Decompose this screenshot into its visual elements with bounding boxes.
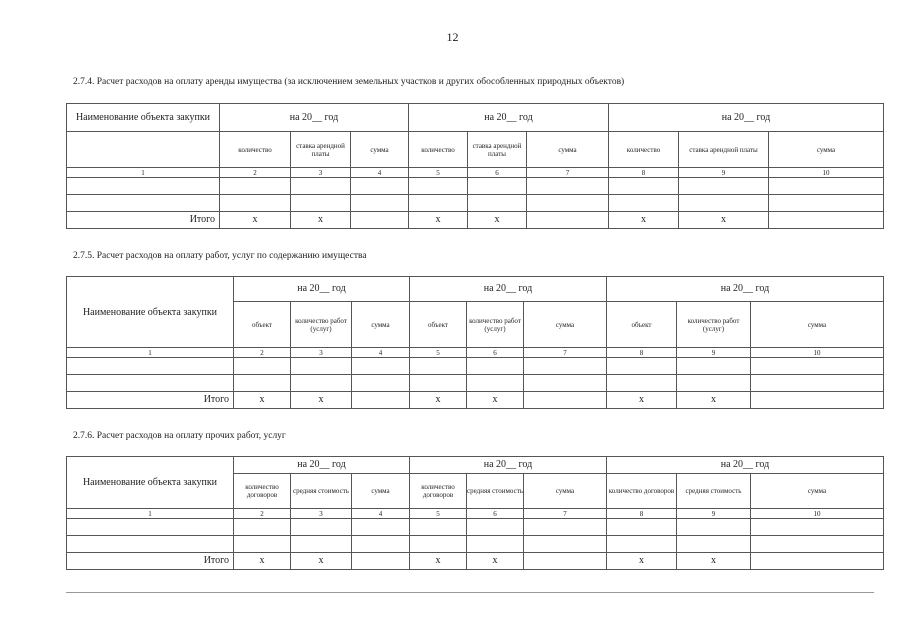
table-row [67,178,884,195]
data-cell [220,178,291,195]
data-cell [751,536,884,553]
subheader-cell: количество договоров [234,474,291,509]
total-label: Итого [67,212,220,229]
data-cell [607,536,677,553]
header-year-2: на 20__ год [410,277,607,302]
data-cell [291,375,352,392]
data-cell [351,178,409,195]
data-cell [291,195,351,212]
data-cell [410,375,467,392]
total-sum-cell [751,553,884,570]
rent-expenses-table [66,103,884,229]
header-purchase-object-name: Наименование объекта закупки [67,457,234,509]
data-cell [351,195,409,212]
total-row [67,392,884,409]
data-cell [609,195,679,212]
subheader-cell: объект [410,302,467,348]
data-cell [751,375,884,392]
not-applicable-mark: х [410,392,467,409]
column-number-cell: 3 [291,168,351,178]
data-cell [220,195,291,212]
data-cell [677,375,751,392]
subheader-cell: средняя стоимость [467,474,524,509]
data-cell [769,178,884,195]
data-cell [291,519,352,536]
table-row [67,358,884,375]
not-applicable-mark: х [467,392,524,409]
data-cell [467,375,524,392]
footer-rule [66,592,874,593]
not-applicable-mark: х [677,553,751,570]
data-cell [527,195,609,212]
data-cell [677,358,751,375]
subheader-cell: ставка арендной платы [291,132,351,168]
subheader-cell: сумма [751,302,884,348]
total-label: Итого [67,392,234,409]
header-year-1: на 20__ год [234,457,410,474]
total-label: Итого [67,553,234,570]
column-number-cell: 8 [609,168,679,178]
data-cell [291,358,352,375]
header-year-3: на 20__ год [607,457,884,474]
column-number-cell: 9 [677,509,751,519]
column-number-cell: 2 [220,168,291,178]
total-sum-cell [351,212,409,229]
data-cell [352,375,410,392]
column-number-cell: 2 [234,348,291,358]
column-number-cell: 9 [677,348,751,358]
column-number-cell: 2 [234,509,291,519]
data-cell [234,358,291,375]
subheader-cell: сумма [352,302,410,348]
data-cell [769,195,884,212]
not-applicable-mark: х [291,392,352,409]
total-sum-cell [527,212,609,229]
header-year-3: на 20__ год [609,104,884,132]
subheader-cell: количество [609,132,679,168]
subheader-cell: количество работ (услуг) [467,302,524,348]
total-sum-cell [352,392,410,409]
data-cell [67,178,220,195]
section-title-2-7-5: 2.7.5. Расчет расходов на оплату работ, услуг по содержанию имущества [73,251,367,261]
column-number-cell: 1 [67,509,234,519]
total-sum-cell [524,392,607,409]
section-title-2-7-6: 2.7.6. Расчет расходов на оплату прочих работ, услуг [73,431,286,441]
data-cell [234,536,291,553]
data-cell [67,519,234,536]
data-cell [467,519,524,536]
column-number-cell: 8 [607,509,677,519]
not-applicable-mark: х [468,212,527,229]
column-number-cell: 5 [410,509,467,519]
table-row [67,536,884,553]
header-year-1: на 20__ год [234,277,410,302]
column-number-cell: 10 [769,168,884,178]
subheader-cell: количество [220,132,291,168]
data-cell [527,178,609,195]
column-number-cell: 6 [468,168,527,178]
data-cell [467,358,524,375]
data-cell [291,178,351,195]
column-number-cell: 4 [351,168,409,178]
table-row [67,519,884,536]
other-services-expenses-table [66,456,884,570]
column-number-cell: 10 [751,509,884,519]
column-number-cell: 5 [410,348,467,358]
column-number-cell: 7 [524,509,607,519]
subheader-cell: средняя стоимость [677,474,751,509]
not-applicable-mark: х [234,392,291,409]
data-cell [607,519,677,536]
column-number-cell: 5 [409,168,468,178]
data-cell [352,536,410,553]
total-sum-cell [769,212,884,229]
table-row [67,375,884,392]
data-cell [234,519,291,536]
data-cell [234,375,291,392]
subheader-cell: количество работ (услуг) [677,302,751,348]
column-number-cell: 7 [527,168,609,178]
not-applicable-mark: х [234,553,291,570]
header-year-2: на 20__ год [410,457,607,474]
data-cell [410,519,467,536]
header-purchase-object-name: Наименование объекта закупки [67,104,220,132]
column-number-cell: 7 [524,348,607,358]
data-cell [524,536,607,553]
total-sum-cell [524,553,607,570]
subheader-cell: сумма [524,302,607,348]
subheader-empty-cell [67,132,220,168]
not-applicable-mark: х [291,553,352,570]
column-number-cell: 3 [291,348,352,358]
not-applicable-mark: х [410,553,467,570]
subheader-cell: количество [409,132,468,168]
header-purchase-object-name: Наименование объекта закупки [67,277,234,348]
data-cell [67,358,234,375]
data-cell [352,358,410,375]
data-cell [291,536,352,553]
column-number-cell: 6 [467,509,524,519]
column-number-cell: 8 [607,348,677,358]
subheader-cell: сумма [751,474,884,509]
data-cell [410,536,467,553]
subheader-cell: количество договоров [607,474,677,509]
data-cell [679,178,769,195]
data-cell [468,195,527,212]
column-number-cell: 1 [67,348,234,358]
data-cell [409,178,468,195]
data-cell [679,195,769,212]
data-cell [607,358,677,375]
subheader-cell: объект [234,302,291,348]
data-cell [524,358,607,375]
not-applicable-mark: х [409,212,468,229]
column-number-cell: 3 [291,509,352,519]
subheader-cell: количество договоров [410,474,467,509]
column-number-cell: 6 [467,348,524,358]
column-number-cell: 1 [67,168,220,178]
data-cell [67,375,234,392]
data-cell [468,178,527,195]
not-applicable-mark: х [677,392,751,409]
subheader-cell: ставка арендной платы [679,132,769,168]
data-cell [524,519,607,536]
subheader-cell: сумма [527,132,609,168]
subheader-cell: объект [607,302,677,348]
subheader-cell: ставка арендной платы [468,132,527,168]
not-applicable-mark: х [609,212,679,229]
not-applicable-mark: х [220,212,291,229]
not-applicable-mark: х [679,212,769,229]
data-cell [677,536,751,553]
section-title-2-7-4: 2.7.4. Расчет расходов на оплату аренды имущества (за исключением земельных участков и других обособленных природных объектов) [73,77,625,87]
page-number: 12 [446,30,459,44]
header-year-1: на 20__ год [220,104,409,132]
header-year-3: на 20__ год [607,277,884,302]
data-cell [524,375,607,392]
not-applicable-mark: х [607,392,677,409]
subheader-cell: сумма [352,474,410,509]
column-number-cell: 10 [751,348,884,358]
data-cell [751,358,884,375]
total-sum-cell [352,553,410,570]
total-row [67,553,884,570]
data-cell [409,195,468,212]
not-applicable-mark: х [467,553,524,570]
subheader-cell: сумма [351,132,409,168]
data-cell [609,178,679,195]
column-number-cell: 4 [352,509,410,519]
subheader-cell: средняя стоимость [291,474,352,509]
column-number-cell: 9 [679,168,769,178]
subheader-cell: количество работ (услуг) [291,302,352,348]
total-row [67,212,884,229]
data-cell [410,358,467,375]
table-row [67,195,884,212]
not-applicable-mark: х [291,212,351,229]
subheader-cell: сумма [524,474,607,509]
data-cell [67,195,220,212]
data-cell [677,519,751,536]
data-cell [607,375,677,392]
column-number-cell: 4 [352,348,410,358]
header-year-2: на 20__ год [409,104,609,132]
data-cell [467,536,524,553]
total-sum-cell [751,392,884,409]
not-applicable-mark: х [607,553,677,570]
data-cell [352,519,410,536]
data-cell [67,536,234,553]
subheader-cell: сумма [769,132,884,168]
data-cell [751,519,884,536]
maintenance-expenses-table [66,276,884,409]
